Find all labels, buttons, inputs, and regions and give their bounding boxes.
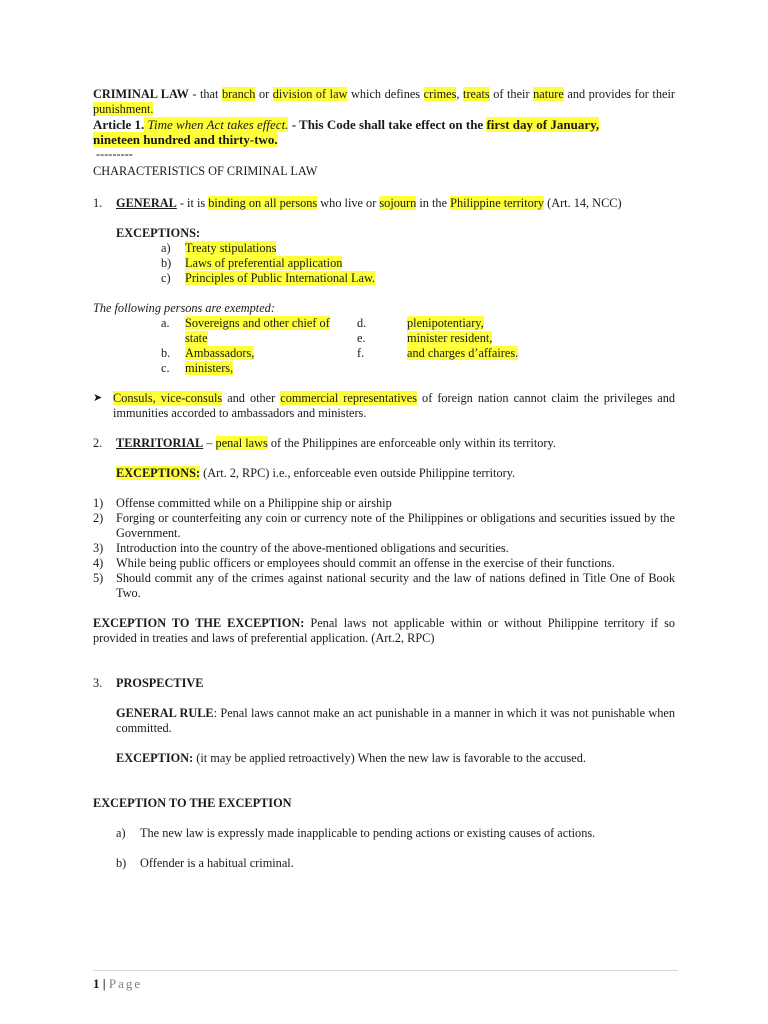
text-span: of the Philippines are enforceable only within its territory. bbox=[267, 436, 556, 450]
text-span: - that bbox=[188, 87, 222, 101]
article-label: Article 1. bbox=[93, 117, 145, 132]
characteristics-title: CHARACTERISTICS OF CRIMINAL LAW bbox=[93, 164, 318, 178]
exception-to-exception-1 bbox=[93, 616, 675, 646]
criminal-law-definition bbox=[93, 87, 675, 117]
text-span: (Art. 14, NCC) bbox=[544, 196, 622, 210]
list-marker: b. bbox=[161, 346, 171, 360]
list-marker: a) bbox=[161, 241, 171, 255]
list-text: minister resident, bbox=[407, 331, 493, 345]
text-span: which defines bbox=[347, 87, 424, 101]
list-text: Principles of Public International Law. bbox=[185, 271, 376, 285]
article-title: Time when Act takes effect. bbox=[144, 117, 289, 132]
prospective-general-rule bbox=[93, 706, 675, 736]
list-text: state bbox=[185, 331, 208, 345]
highlight-nature: nature bbox=[533, 87, 564, 101]
list-marker: b) bbox=[116, 856, 127, 870]
highlight-punishment: punishment bbox=[93, 102, 151, 116]
general-section bbox=[93, 196, 675, 211]
list-marker: c) bbox=[161, 271, 171, 285]
territorial-heading: TERRITORIAL bbox=[116, 436, 204, 450]
document-body bbox=[93, 82, 675, 871]
list-item bbox=[93, 511, 675, 541]
list-marker: c. bbox=[161, 361, 170, 375]
text-span: Penal laws not applicable within or without Philippine territory if so provided in treaties and laws of preferential application. (Art.2, RPC) bbox=[93, 616, 676, 645]
divider-dashes: --------- bbox=[96, 147, 133, 161]
list-item bbox=[93, 856, 675, 871]
list-item bbox=[138, 241, 675, 256]
highlight-division-of-law: division of law bbox=[272, 87, 348, 101]
list-text: Offense committed while on a Philippine ship or airship bbox=[116, 496, 392, 510]
general-exceptions-list bbox=[138, 241, 675, 286]
page-footer bbox=[93, 970, 678, 992]
list-marker: d. bbox=[357, 316, 367, 330]
list-marker: 2) bbox=[93, 511, 104, 525]
text-span: and provides for their bbox=[563, 87, 675, 101]
general-heading: GENERAL bbox=[116, 196, 177, 210]
list-text: While being public officers or employees should commit an offense in the exercise of their functions. bbox=[116, 556, 615, 570]
text-span: – bbox=[203, 436, 216, 450]
exempted-persons-grid bbox=[161, 316, 675, 376]
list-text: Sovereigns and other chief of bbox=[185, 316, 330, 330]
list-marker: a) bbox=[116, 826, 126, 840]
list-marker: 1) bbox=[93, 496, 104, 510]
list-text: The new law is expressly made inapplicable to pending actions or existing causes of actions. bbox=[140, 826, 596, 840]
text-span: : Penal laws cannot make an act punishable in a manner in which it was not punishable when committed. bbox=[116, 706, 675, 735]
list-text: Laws of preferential application bbox=[185, 256, 343, 270]
general-rule-label: GENERAL RULE bbox=[116, 706, 214, 720]
list-item bbox=[93, 571, 675, 601]
exempted-intro: The following persons are exempted: bbox=[93, 301, 275, 315]
list-text: Should commit any of the crimes against national security and the law of nations defined in Title One of Book Two. bbox=[116, 571, 675, 600]
territorial-section bbox=[93, 436, 675, 451]
criminal-law-term: CRIMINAL LAW bbox=[93, 87, 189, 101]
article-1 bbox=[93, 117, 675, 147]
text-span: . bbox=[150, 102, 154, 116]
list-marker: 5) bbox=[93, 571, 104, 585]
prospective-section bbox=[93, 676, 675, 691]
list-marker: b) bbox=[161, 256, 172, 270]
list-text: plenipotentiary, bbox=[407, 316, 484, 330]
footer-separator: | bbox=[99, 976, 109, 991]
highlight-penal-laws: penal laws bbox=[215, 436, 268, 450]
list-item bbox=[138, 256, 675, 271]
text-span: in the bbox=[416, 196, 451, 210]
prospective-exception bbox=[93, 751, 675, 766]
exception-to-exception-label: EXCEPTION TO THE EXCEPTION: bbox=[93, 616, 305, 630]
text-span: (it may be applied retroactively) When the new law is favorable to the accused. bbox=[193, 751, 586, 765]
list-text: Treaty stipulations bbox=[185, 241, 277, 255]
text-span: (Art. 2, RPC) i.e., enforceable even outside Philippine territory. bbox=[200, 466, 516, 480]
highlight-sojourn: sojourn bbox=[379, 196, 417, 210]
text-span: , bbox=[456, 87, 464, 101]
list-text: Introduction into the country of the above-mentioned obligations and securities. bbox=[116, 541, 509, 555]
exception-to-exception-2-label: EXCEPTION TO THE EXCEPTION bbox=[93, 796, 292, 810]
list-item bbox=[93, 826, 675, 841]
arrow-bullet-icon: ➤ bbox=[93, 392, 103, 404]
list-marker: 4) bbox=[93, 556, 104, 570]
text-span: - it is bbox=[176, 196, 209, 210]
highlight-philippine-territory: Philippine territory bbox=[450, 196, 545, 210]
list-item bbox=[138, 271, 675, 286]
consuls-note bbox=[93, 391, 675, 421]
list-text: Offender is a habitual criminal. bbox=[140, 856, 294, 870]
page-number: 1 bbox=[93, 976, 100, 991]
list-item bbox=[93, 541, 675, 556]
section-number: 3. bbox=[93, 676, 103, 690]
exceptions-label: EXCEPTIONS: bbox=[116, 226, 201, 240]
text-span: of their bbox=[489, 87, 534, 101]
list-item bbox=[93, 496, 675, 511]
highlight-branch: branch bbox=[221, 87, 256, 101]
list-marker: e. bbox=[357, 331, 366, 345]
text-span: and other bbox=[222, 391, 281, 405]
highlight-consuls: Consuls, vice-consuls bbox=[113, 391, 223, 405]
highlight-first-day: first day of January, bbox=[486, 117, 600, 132]
list-marker: f. bbox=[357, 346, 365, 360]
article-text: - This Code shall take effect on the bbox=[288, 117, 487, 132]
highlight-crimes: crimes bbox=[423, 87, 457, 101]
section-number: 2. bbox=[93, 436, 103, 450]
list-text: and charges d’affaires. bbox=[407, 346, 519, 360]
list-text: Ambassadors, bbox=[185, 346, 255, 360]
list-marker: a. bbox=[161, 316, 170, 330]
exception-label: EXCEPTION: bbox=[116, 751, 194, 765]
list-text: Forging or counterfeiting any coin or currency note of the Philippines or obligations and securities issued by the Government. bbox=[116, 511, 675, 540]
highlight-commercial-representatives: commercial representatives bbox=[280, 391, 418, 405]
page-label: Page bbox=[108, 976, 143, 991]
section-number: 1. bbox=[93, 196, 103, 210]
text-span: or bbox=[255, 87, 273, 101]
exceptions-label: EXCEPTIONS: bbox=[116, 466, 201, 480]
list-text: ministers, bbox=[185, 361, 234, 375]
list-item bbox=[93, 556, 675, 571]
text-span: of foreign nation cannot claim the privileges and immunities accorded to ambassadors and ministers. bbox=[113, 391, 675, 420]
highlight-year: nineteen hundred and thirty-two. bbox=[93, 132, 278, 147]
territorial-exceptions-list bbox=[93, 496, 675, 601]
highlight-treats: treats bbox=[463, 87, 490, 101]
territorial-exceptions bbox=[93, 466, 675, 481]
list-marker: 3) bbox=[93, 541, 104, 555]
text-span: who live or bbox=[317, 196, 380, 210]
prospective-heading: PROSPECTIVE bbox=[116, 676, 204, 690]
highlight-binding: binding on all persons bbox=[208, 196, 318, 210]
